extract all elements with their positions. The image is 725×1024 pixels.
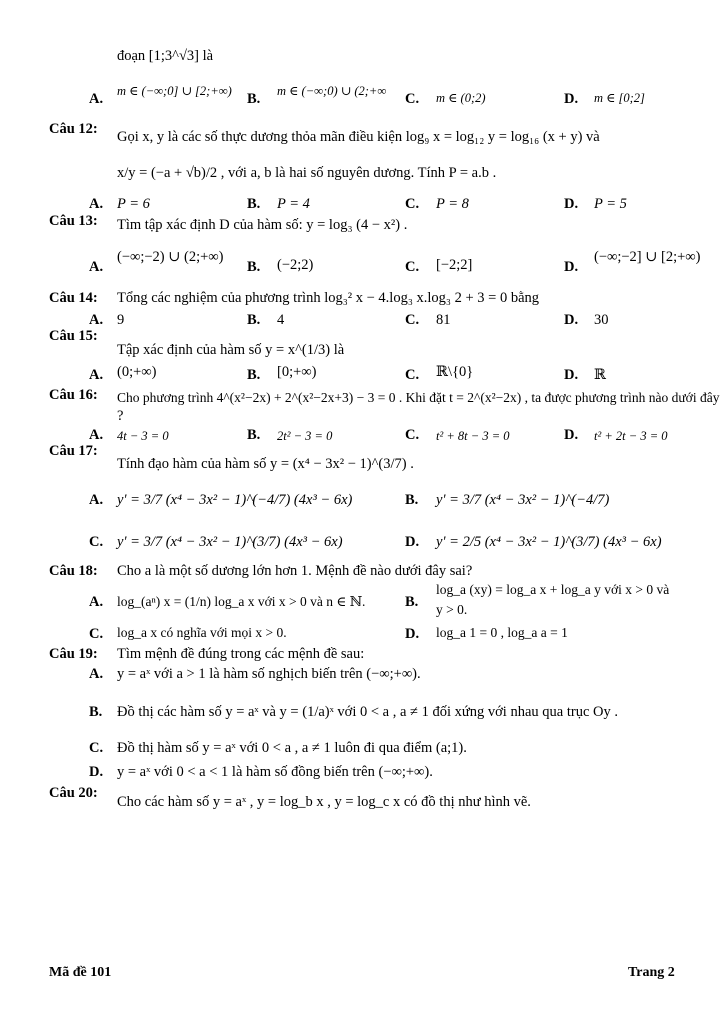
option-text: y > 0. [436,602,468,617]
option-text: m ∈ (−∞;0] ∪ [2;+∞) [117,84,232,98]
question-stem: Tập xác định của hàm số y = x^(1/3) là [117,342,345,358]
question-stem: Cho a là một số dương lớn hơn 1. Mệnh đề nào dưới đây sai? [117,563,473,579]
option-text: P = 4 [277,196,310,212]
option-label: C. [89,740,104,756]
option-text: y' = 2/5 (x⁴ − 3x² − 1)^(3/7) (4x³ − 6x) [436,534,662,550]
option-label: D. [564,427,579,443]
option-text: [−2;2] [436,257,473,273]
option-text: y' = 3/7 (x⁴ − 3x² − 1)^(−4/7) (4x³ − 6x) [117,492,353,508]
option-label: C. [405,367,420,383]
option-text: (−∞;−2) ∪ (2;+∞) [117,249,224,265]
option-label: B. [247,312,261,328]
option-label: D. [405,626,420,642]
option-text: log_a (xy) = log_a x + log_a y với x > 0 và [436,582,670,597]
question-number: Câu 17: [49,443,98,459]
question-number: Câu 13: [49,213,98,229]
question-stem: Tổng các nghiệm của phương trình log₃² x − 4.log₃ x.log₃ 2 + 3 = 0 bằng [117,290,540,306]
option-label: A. [89,259,104,275]
question-number: Câu 18: [49,563,98,579]
option-text: Đồ thị hàm số y = aˣ với 0 < a , a ≠ 1 luôn đi qua điểm (a;1). [117,740,467,756]
option-text: (−∞;−2] ∪ [2;+∞) [594,249,701,265]
question-stem: Gọi x, y là các số thực dương thỏa mãn điều kiện log₉ x = log₁₂ y = log₁₆ (x + y) và [117,129,600,145]
question-stem: ? [117,408,124,424]
option-text: y = aˣ với a > 1 là hàm số nghịch biến trên (−∞;+∞). [117,666,421,682]
option-label: D. [405,534,420,550]
question-stem: Tính đạo hàm của hàm số y = (x⁴ − 3x² − 1)^(3/7) . [117,456,414,472]
option-text: (0;+∞) [117,364,157,380]
question-stem: Cho các hàm số y = aˣ , y = log_b x , y = log_c x có đồ thị như hình vẽ. [117,794,531,810]
option-label: B. [247,259,261,275]
option-label: B. [247,91,261,107]
option-text: 2t² − 3 = 0 [277,429,333,443]
option-text: log_a x có nghĩa với mọi x > 0. [117,625,287,640]
option-text: ℝ [594,367,607,383]
option-label: C. [405,312,420,328]
option-label: B. [89,704,103,720]
question-number: Câu 16: [49,387,98,403]
option-text: log_a 1 = 0 , log_a a = 1 [436,625,568,640]
question-number: Câu 20: [49,785,98,801]
option-label: A. [89,594,104,610]
option-label: A. [89,367,104,383]
option-label: A. [89,312,104,328]
option-label: B. [247,196,261,212]
option-text: P = 5 [594,196,627,212]
question-stem: x/y = (−a + √b)/2 , với a, b là hai số nguyên dương. Tính P = a.b . [117,165,497,181]
question-stem: Cho phương trình 4^(x²−2x) + 2^(x²−2x+3) − 3 = 0 . Khi đặt t = 2^(x²−2x) , ta được phương trình nào dưới đây [117,390,720,405]
option-text: 9 [117,312,125,328]
option-label: C. [89,626,104,642]
option-label: D. [564,259,579,275]
option-label: C. [405,259,420,275]
option-text: y = aˣ với 0 < a < 1 là hàm số đồng biến trên (−∞;+∞). [117,764,433,780]
page-number: Trang 2 [628,965,675,980]
option-text: P = 8 [436,196,469,212]
option-label: B. [405,594,419,610]
option-label: B. [247,427,261,443]
option-label: A. [89,666,104,682]
option-text: log_(aⁿ) x = (1/n) log_a x với x > 0 và n ∈ ℕ. [117,594,366,609]
option-text: y' = 3/7 (x⁴ − 3x² − 1)^(−4/7) [436,492,610,508]
question-stem: Tìm tập xác định D của hàm số: y = log₃ (4 − x²) . [117,217,408,233]
option-label: D. [564,312,579,328]
option-text: 4t − 3 = 0 [117,429,169,443]
question-number: Câu 14: [49,290,98,306]
option-label: A. [89,91,104,107]
question-number: Câu 15: [49,328,98,344]
option-text: 81 [436,312,451,328]
option-text: ℝ\{0} [436,364,474,380]
exam-code: Mã đề 101 [49,965,112,980]
option-label: A. [89,492,104,508]
option-text: m ∈ (0;2) [436,91,486,105]
option-text: (−2;2) [277,257,314,273]
option-text: P = 6 [117,196,150,212]
option-text: 30 [594,312,609,328]
question-number: Câu 12: [49,121,98,137]
option-text: y' = 3/7 (x⁴ − 3x² − 1)^(3/7) (4x³ − 6x) [117,534,343,550]
option-label: D. [564,367,579,383]
option-text: 4 [277,312,285,328]
option-label: C. [405,91,420,107]
option-label: B. [405,492,419,508]
option-label: C. [405,196,420,212]
question-number: Câu 19: [49,646,98,662]
option-text: m ∈ [0;2] [594,91,645,105]
option-label: A. [89,427,104,443]
option-label: D. [89,764,104,780]
option-text: t² + 8t − 3 = 0 [436,429,510,443]
option-text: [0;+∞) [277,364,317,380]
intro-text: đoạn [1;3^√3] là [117,48,214,64]
option-label: D. [564,91,579,107]
option-label: B. [247,367,261,383]
option-text: Đồ thị các hàm số y = aˣ và y = (1/a)ˣ với 0 < a , a ≠ 1 đối xứng với nhau qua trục Oy . [117,704,618,720]
option-label: A. [89,196,104,212]
question-stem: Tìm mệnh đề đúng trong các mệnh đề sau: [117,646,365,662]
option-label: D. [564,196,579,212]
option-text: m ∈ (−∞;0) ∪ (2;+∞ [277,84,387,98]
option-label: C. [405,427,420,443]
option-text: t² + 2t − 3 = 0 [594,429,668,443]
option-label: C. [89,534,104,550]
